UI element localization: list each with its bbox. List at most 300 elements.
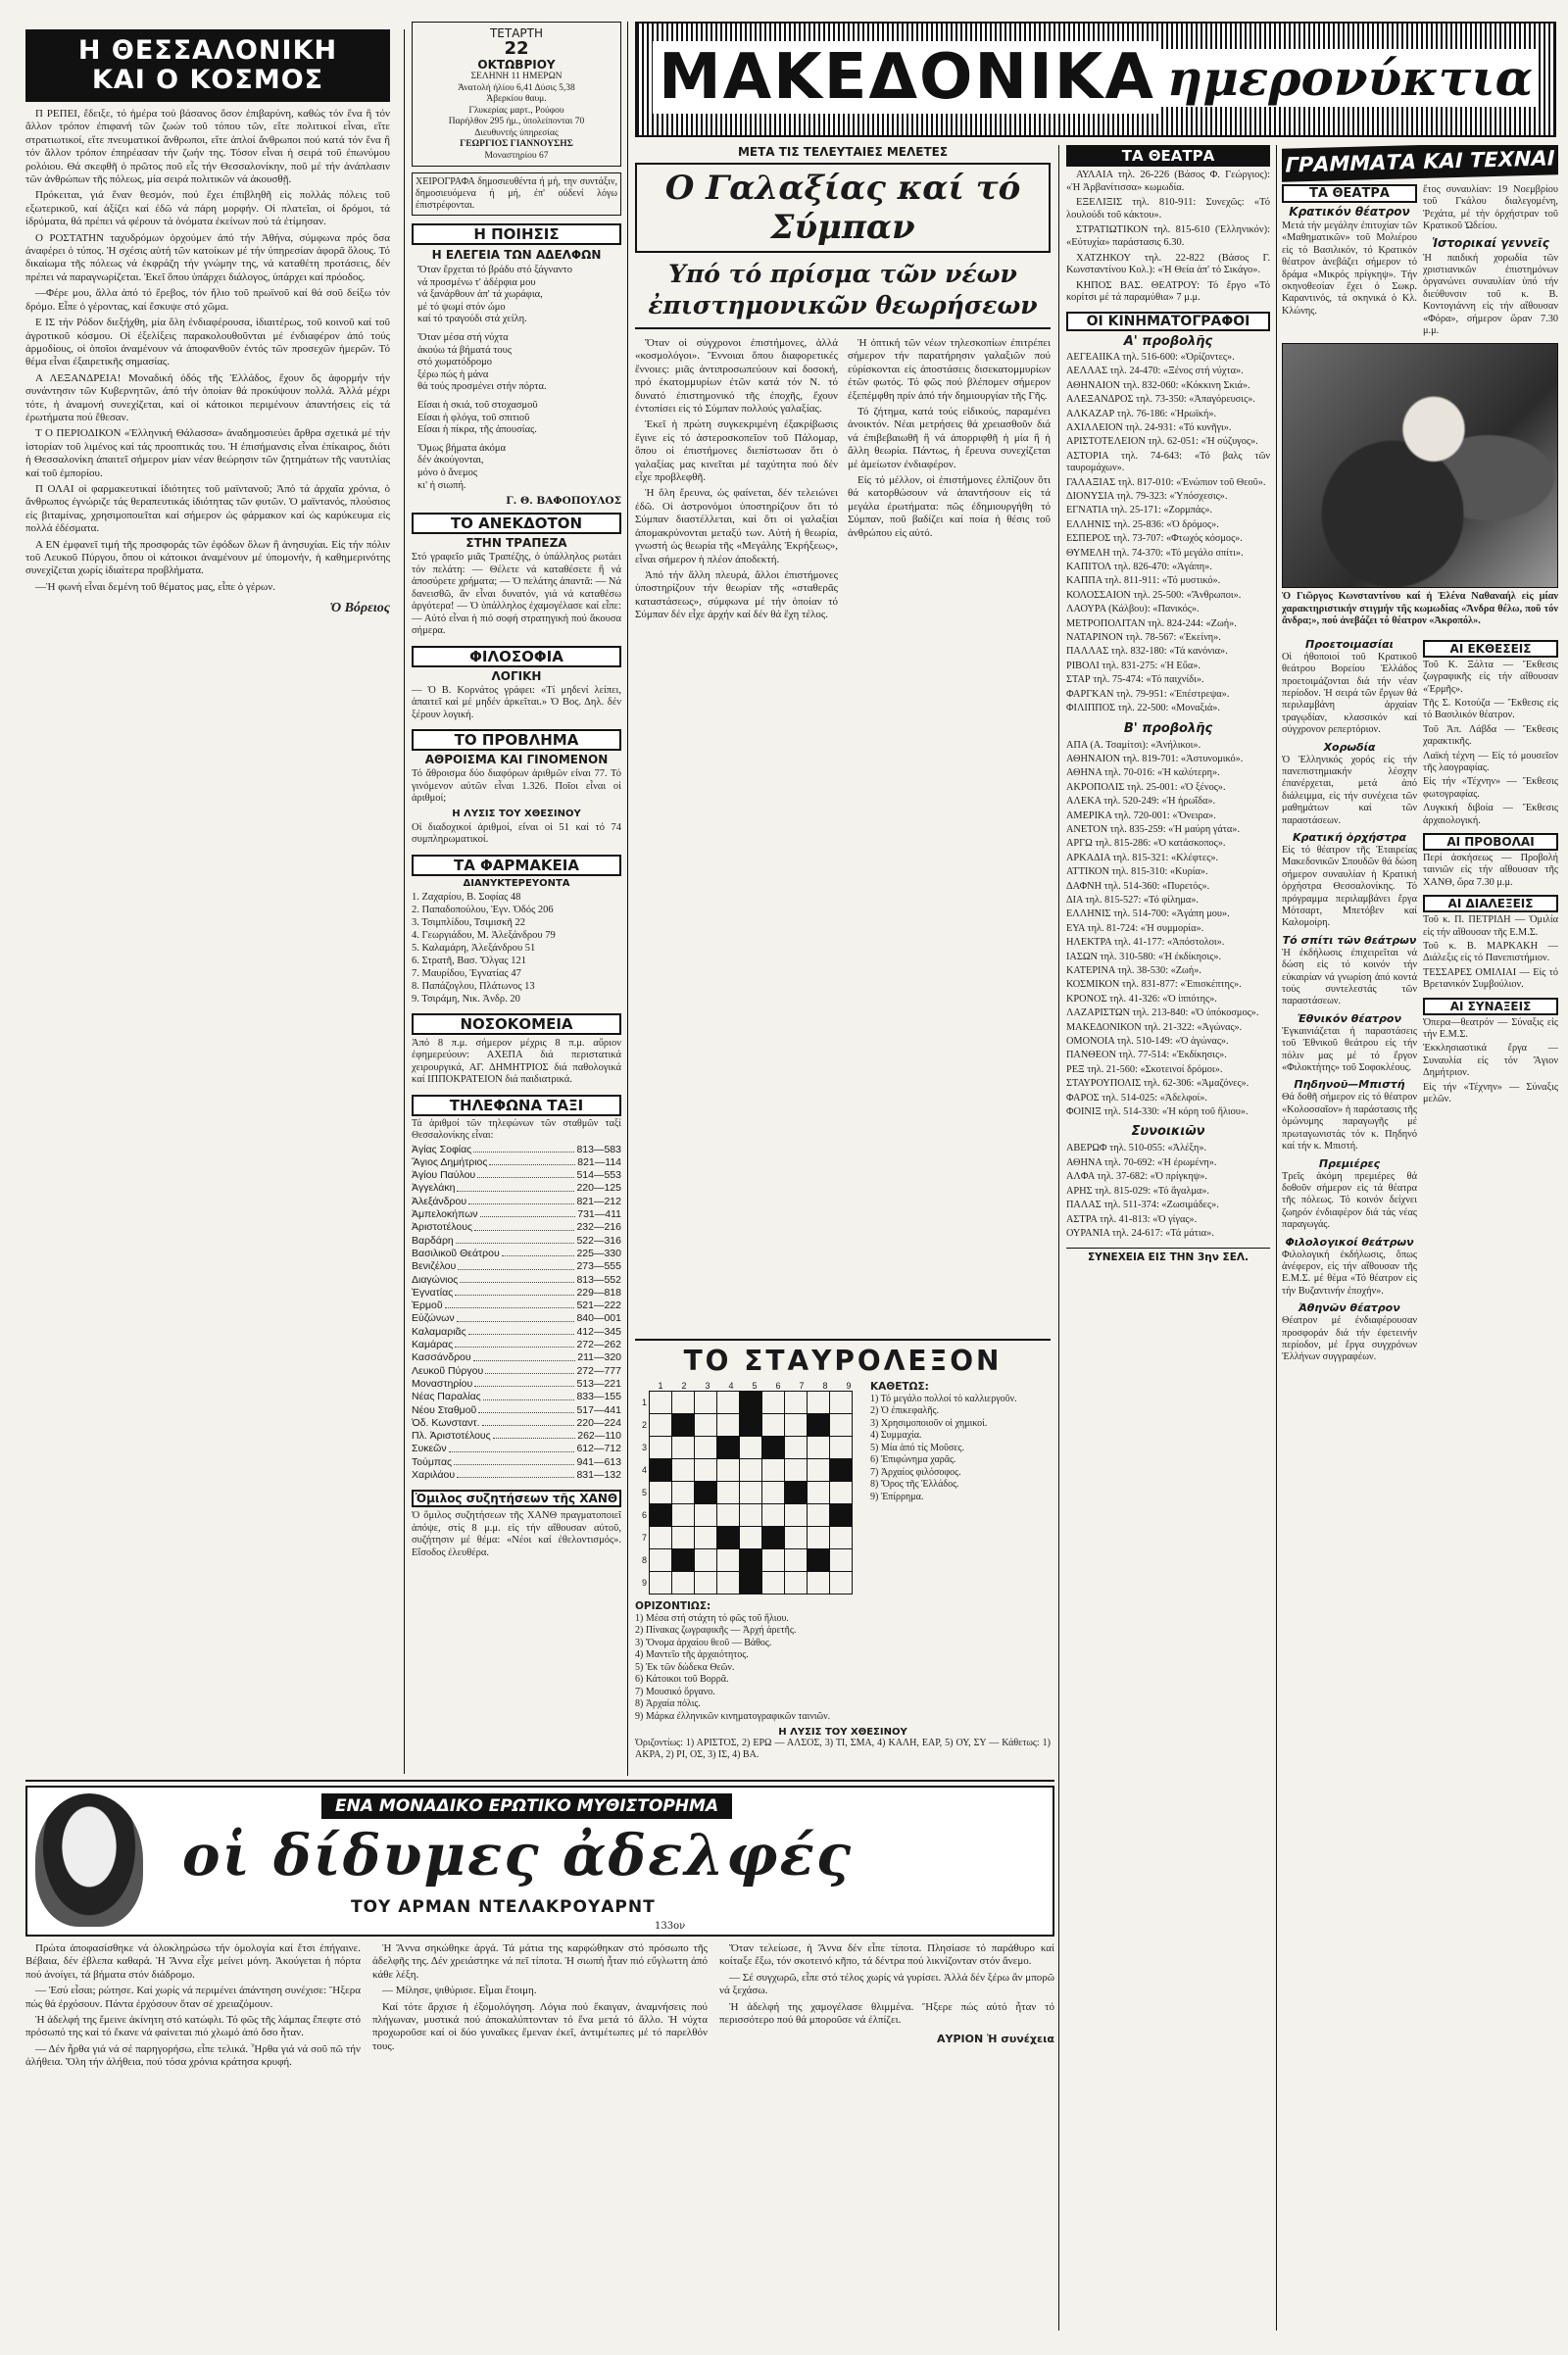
paragraph: Π ΡΕΠΕΙ, ἔδειξε, τό ἠμέρα τοὐ βάσανος ὅσον ἐπιβαρύνη, καθώς τόν ἕνα ἢ τόν ἄλλον τρόπον ἐπιφανή τῶν ζωών τοῦ τόπου τῶν, εἴτε πολιτικοί εἶναι, εἴτε στρατιωτικοί, εἴτε πνευματικοί ἄνθρωποι, εἴτε ἁπλοί ἄνθρωποι πού κατά τόν ἕνα ἢ τόν ἄλλον τρόπον ἐπηρέασαν τήν ζωήν της. Τόσον εἶναι ἡ σειρά τοῦ ἐπωνύμου ρολόιου. Θά σκεφθῆ ὁ πρῶτος ποῦ εἶς τήν Θεσσαλονίκην, ποῦ μέ τήν ἀνάπλασιν τῶν ἀνθρώπων τῆς πόλεως, μία σειρά πολιτικῶν νά ἀκουσθῇ. xyxy=(25,108,390,186)
crossword-black-cell xyxy=(650,1459,672,1482)
arts-section-item: Τοῦ Ἀπ. Λάβδα — Ἔκθεσις χαρακτικῆς. xyxy=(1423,723,1558,748)
crossword-cell[interactable] xyxy=(717,1482,740,1504)
taxi-stand-name: Καμάρας xyxy=(412,1339,454,1351)
crossword-cell[interactable] xyxy=(695,1392,717,1414)
paragraph: Τό ζήτημα, κατά τούς εἰδικούς, παραμένει ἀνοικτόν. Νέαι μετρήσεις θά χρειασθοῦν διά νά ἐπιβεβαιωθῆ ἢ νά ἀπορριφθῆ ἡ μία ἢ ἡ ἄλλη θεωρία. Πάντως, ἡ ἔρευνα συνεχίζεται μέ ἀμείωτον ἐνδιαφέρον. xyxy=(848,406,1051,470)
crossword-cell[interactable] xyxy=(695,1572,717,1595)
crossword-cell[interactable] xyxy=(740,1504,762,1527)
crossword-cell[interactable] xyxy=(830,1482,853,1504)
down-header: ΚΑΘΕΤΩΣ: xyxy=(870,1381,929,1393)
taxi-stand-number: 220—224 xyxy=(576,1416,621,1429)
arts-right-column xyxy=(1423,634,1558,1364)
cinemas-header: ΟΙ ΚΙΝΗΜΑΤΟΓΡΑΦΟΙ xyxy=(1066,312,1270,331)
crossword-row-number: 2 xyxy=(641,1420,647,1430)
dot-leader xyxy=(457,1182,574,1191)
arts-item-heading: Κρατική ὀρχήστρα xyxy=(1292,830,1407,844)
pharmacy-item: 6. Στρατῆ, Βασ. Ὄλγας 121 xyxy=(412,955,526,966)
crossword-cell[interactable] xyxy=(785,1527,808,1549)
dot-leader xyxy=(473,1351,576,1360)
crossword-cell[interactable] xyxy=(808,1504,830,1527)
column-1-body xyxy=(25,108,390,1784)
poem-line: στό χωματόδρομο xyxy=(417,357,493,368)
cinema-entry: ΦΟΙΝΙΞ τηλ. 514-330: «Ἡ κόρη τοῦ ἥλιου». xyxy=(1066,1106,1249,1118)
taxi-row xyxy=(412,1300,621,1312)
cinema-entry: ΚΑΤΕΡΙΝΑ τηλ. 38-530: «Ζωή». xyxy=(1066,965,1201,976)
dot-leader xyxy=(483,1391,575,1399)
column-5 xyxy=(1282,145,1558,2330)
arts-section-item: ΤΕΣΣΑΡΕΣ ΟΜΙΛΙΑΙ — Εἰς τό Βρετανικόν Συμβούλιον. xyxy=(1423,966,1558,991)
crossword-row xyxy=(635,1459,853,1482)
taxi-row xyxy=(412,1326,621,1339)
date-info-line: Μοναστηρίου 67 xyxy=(484,150,549,161)
arts-section-item: Τοῦ Κ. Ξάλτα — Ἔκθεσις ζωγραφικῆς εἰς τήν αἴθουσαν «Ἑρμῆς». xyxy=(1423,659,1558,695)
crossword-cell[interactable] xyxy=(785,1572,808,1595)
taxi-stand-name: Ἀγγελάκη xyxy=(412,1182,456,1195)
crossword-solution: Ὁριζοντίως: 1) ΑΡΙΣΤΟΣ, 2) ΕΡΩ — ΑΛΣΟΣ, 3) ΤΙ, ΣΜΑ, 4) ΚΑΛΗ, ΕΑΡ, 5) ΟΥ, ΣΥ — Κάθετως: 1) ΑΚΡΑ, 2) ΡΙ, ΟΣ, 3) ΙΣ, 4) ΒΑ. xyxy=(635,1738,1051,1760)
paragraph: Καί τότε ἄρχισε ἡ ἐξομολόγηση. Λόγια πού ἔκαιγαν, ἀναμνήσεις πού πλήγωναν, μυστικά πού ἀποκαλύπτονταν τό ἕνα μετά τό ἄλλο. Ἡ νύχτα προχωροῦσε καί οἱ δύο γυναῖκες ἔμεναν ἐκεῖ, ἀντιμέτωπες μέ τό παρελθόν τους. xyxy=(372,2000,708,2052)
dot-leader xyxy=(454,1456,574,1465)
poem-title: Η ΕΛΕΓΕΙΑ ΤΩΝ ΑΔΕΛΦΩΝ xyxy=(431,248,602,262)
date-month: ΟΚΤΩΒΡΙΟΥ xyxy=(477,58,556,72)
paragraph: Πρώτα ἀποφασίσθηκε νά ὁλοκληρώσω τήν ὁμολογία καί ἔτσι ἐπήγαινε. Βέβαια, δέν ἐβλεπα καθαρά. Ἡ Ἄννα εἶχε μείνει μόνη. Ἀκούγεται ἡ πόρτα πού ἀνοίγει, τά βήματα στόν διάδρομο. xyxy=(25,1942,361,1981)
signature: Ὁ Βόρειος xyxy=(329,601,390,616)
crossword-cell[interactable] xyxy=(695,1504,717,1527)
dot-leader xyxy=(457,1312,575,1321)
crossword-cell[interactable] xyxy=(785,1437,808,1459)
arts-item-text: Οἱ ἠθοποιοί τοῦ Κρατικοῦ θεάτρου Βορείου Ἑλλάδος προετοιμάζονται διά τήν νέαν περίοδον. Ἡ σειρά τῶν ἔργων θά περιλαμβάνη ἀρχαίαν τραγῳδίαν, κλασσικόν καί σύγχρονον ρεπερτόριον. xyxy=(1282,651,1417,736)
club-text: Ὁ ὅμιλος συζητήσεων τῆς ΧΑΝΘ πραγματοποιεῖ ἀπόψε, στίς 8 μ.μ. εἰς τήν αἴθουσαν αὐτοῦ, συζήτησιν μέ θέμα: «Νέοι καί ἐθελοντισμός». Εἴσοδος ἐλευθέρα. xyxy=(412,1510,621,1558)
crossword-cell[interactable] xyxy=(650,1392,672,1414)
crossword-black-cell xyxy=(740,1549,762,1572)
column-1 xyxy=(25,29,390,1774)
taxi-stand-name: Τούμπας xyxy=(412,1455,453,1468)
crossword-cell[interactable] xyxy=(762,1504,785,1527)
cinema-entry: ΘΥΜΕΛΗ τηλ. 74-370: «Τό μεγάλο σπίτι». xyxy=(1066,547,1244,559)
anecdote-subheader: ΣΤΗΝ ΤΡΑΠΕΖΑ xyxy=(466,536,567,551)
arts-header: ΓΡΑΜΜΑΤΑ ΚΑΙ ΤΕΧΝΑΙ xyxy=(1282,145,1558,182)
taxi-stand-name: Ἀριστοτέλους xyxy=(412,1221,473,1234)
cinema-entry: ΝΑΤΑΡΙΝΟΝ τηλ. 78-567: «Ἐκείνη». xyxy=(1066,632,1221,644)
taxi-stand-number: 821—212 xyxy=(576,1195,621,1207)
taxi-stand-name: Καλαμαριᾶς xyxy=(412,1325,466,1338)
taxi-list xyxy=(412,1144,621,1483)
paragraph: Εἰς τό μέλλον, οἱ ἐπιστήμονες ἐλπίζουν ὅτι θά κατορθώσουν νά ἀπαντήσουν εἰς τά μεγάλα ἐρωτήματα: πῶς ἐδημιουργήθη τό Σύμπαν, ποῦ βαδίζει καί ποία ἡ θέσις τοῦ ἀνθρώπου εἰς αὐτό. xyxy=(848,474,1051,539)
crossword-row xyxy=(635,1549,853,1572)
poem-line: Εἶσαι ἡ πίκρα, τῆς ἀπουσίας. xyxy=(417,424,537,436)
cinema-entry: ΑΜΕΡΙΚΑ τηλ. 720-001: «Ὄνειρα». xyxy=(1066,810,1216,821)
crossword-black-cell xyxy=(740,1392,762,1414)
cinema-entry: ΠΑΝΘΕΟΝ τηλ. 77-514: «Ἐκδίκησις». xyxy=(1066,1050,1227,1061)
taxi-row xyxy=(412,1417,621,1430)
cinema-entry: ΑΡΚΑΔΙΑ τηλ. 815-321: «Κλέφτες». xyxy=(1066,852,1219,863)
arts-item-heading: Ἐθνικόν θέατρον xyxy=(1298,1011,1401,1025)
poem-line: μέ τό ψωμί στόν ὦμο xyxy=(417,301,506,313)
taxi-stand-name: Χαριλάου xyxy=(412,1469,456,1482)
taxi-row xyxy=(412,1391,621,1403)
taxi-stand-name: Πλ. Ἀριστοτέλους xyxy=(412,1430,491,1443)
crossword-cell[interactable] xyxy=(695,1549,717,1572)
cinema-entry: ΔΙΑ τηλ. 815-527: «Τό φίλημα». xyxy=(1066,894,1200,906)
crossword-cell[interactable] xyxy=(672,1437,695,1459)
taxi-row xyxy=(412,1196,621,1208)
cinema-entry: ΕΛΛΗΝΙΣ τηλ. 514-700: «Ἀγάπη μου». xyxy=(1066,908,1230,920)
clue: 8) Ἀρχαία πόλις. xyxy=(635,1698,701,1709)
crossword-cell[interactable] xyxy=(785,1414,808,1437)
taxi-row xyxy=(412,1235,621,1248)
taxi-row xyxy=(412,1351,621,1364)
cinema-entry: ΑΣΤΟΡΙΑ τηλ. 74-643: «Τό βαλς τῶν ταυρομάχων». xyxy=(1066,450,1270,474)
cinema-entry: ΠΑΛΑΣ τηλ. 511-374: «Ζωσιμάδες». xyxy=(1066,1200,1219,1211)
arts-right-text: ἔτος συναυλίαν: 19 Νοεμβρίου τοῦ Γκάλου διαλεγομένη, Ῥεχάτα, μέ τήν ὀρχήστραν τοῦ Κρατικοῦ Ὠδείου. xyxy=(1423,184,1558,232)
crossword-black-cell xyxy=(672,1414,695,1437)
clue: 2) Πίνακας ζωγραφικῆς — Ἀρχή ἀρετῆς. xyxy=(635,1625,797,1636)
paragraph: Ἡ ὀπτική τῶν νέων τηλεσκοπίων ἐπιτρέπει σήμερον τήν παρατήρησιν γαλαξιῶν πού εὑρίσκονται εἰς ἀποστάσεις δισεκατομμυρίων ἐτῶν φωτός. Τό φῶς πού βλέπομεν σήμερον ἐξεπέμφθη πρίν ἀπό τήν δημιουργίαν τῆς Γῆς. xyxy=(848,337,1051,402)
paragraph: — Δέν ἦρθα γιά νά σέ παρηγορήσω, εἶπε τελικά. Ἦρθα γιά νά σοῦ πῶ τήν ἀλήθεια. Ὅλη τήν ἀλήθεια, πού τόσα χρόνια κράτησα κρυφή. xyxy=(25,2042,361,2069)
arts-item-text: Ἐγκαινιάζεται ἡ παραστάσεις τοῦ Ἐθνικοῦ θεάτρου εἰς τήν πόλιν μας μέ τό ἔργον «Φιλοκτήτης» τοῦ Σοφοκλέους. xyxy=(1282,1025,1417,1074)
crossword-cell[interactable] xyxy=(808,1482,830,1504)
crossword-cell[interactable] xyxy=(808,1572,830,1595)
hospital-header: ΝΟΣΟΚΟΜΕΙΑ xyxy=(412,1013,621,1035)
cinema-entry: ΚΟΛΟΣΣΑΙΟΝ τηλ. 25-500: «Ἄνθρωποι». xyxy=(1066,589,1242,601)
cinema-entry: ΛΑΖΑΡΙΣΤΩΝ τηλ. 213-840: «Ὁ ὑπόκοσμος». xyxy=(1066,1007,1259,1019)
taxi-stand-number: 272—777 xyxy=(576,1364,621,1377)
crossword-cell[interactable] xyxy=(830,1527,853,1549)
crossword-cell[interactable] xyxy=(785,1459,808,1482)
photo-caption: Ὁ Γιῶργος Κωνσταντίνου καί ἡ Ἑλένα Ναθαναήλ εἰς μίαν χαρακτηριστικήν στιγμήν τῆς κωμωδίας «Ἄνδρα θέλω, ποῦ τόν ἄνδρα;», πού ἀνεβάζει τό θέατρον «Ἀκροπόλ». xyxy=(1282,591,1558,627)
cinema-entry: ΑΡΓΩ τηλ. 815-286: «Ὁ κατάσκοπος». xyxy=(1066,838,1226,850)
cinema-entry: ΑΡΗΣ τηλ. 815-029: «Τό ἄγαλμα». xyxy=(1066,1185,1210,1197)
crossword-row xyxy=(635,1527,853,1549)
poem-line: δέν ἀκούγονται, xyxy=(417,455,484,466)
clue: 6) Ἐπιφώνημα χαρᾶς. xyxy=(870,1454,956,1465)
crossword-cell[interactable] xyxy=(762,1482,785,1504)
crossword-cell[interactable] xyxy=(717,1504,740,1527)
masthead-title xyxy=(658,31,1534,123)
crossword-cell[interactable] xyxy=(650,1414,672,1437)
poem-line: ξέρω πώς ἡ μάνα xyxy=(417,368,489,380)
crossword-cell[interactable] xyxy=(830,1437,853,1459)
crossword-row xyxy=(635,1504,853,1527)
crossword-cell[interactable] xyxy=(717,1459,740,1482)
article-column xyxy=(848,337,1051,1331)
crossword-black-cell xyxy=(717,1437,740,1459)
arts-item-heading: Τό σπίτι τῶν θεάτρων xyxy=(1282,933,1417,947)
novel-title: οἱ δίδυμες ἀδελφές xyxy=(181,1822,854,1889)
masthead-title-sub: ημερονύκτια xyxy=(1161,49,1539,107)
pharmacy-header: ΤΑ ΦΑΡΜΑΚΕΙΑ xyxy=(412,855,621,876)
dot-leader xyxy=(489,1156,575,1165)
continued-note: ΣΥΝΕΧΕΙΑ ΕΙΣ ΤΗΝ 3ην ΣΕΛ. xyxy=(1066,1248,1270,1263)
poem-line: θά τούς προσμένει στήν πόρτα. xyxy=(417,381,547,393)
crossword-cell[interactable] xyxy=(650,1549,672,1572)
dot-leader xyxy=(502,1248,575,1256)
crossword-cell[interactable] xyxy=(672,1482,695,1504)
cinema-entry: ΟΜΟΝΟΙΑ τηλ. 510-149: «Ὁ ἀγώνας». xyxy=(1066,1036,1229,1048)
poem-line: μόνο ὁ ἄνεμος xyxy=(417,466,478,478)
crossword-cell[interactable] xyxy=(785,1504,808,1527)
arts-section-header: ΑΙ ΔΙΑΛΕΞΕΙΣ xyxy=(1423,895,1558,912)
crossword-cell[interactable] xyxy=(762,1549,785,1572)
taxi-stand-name: Νέου Σταθμοῦ xyxy=(412,1403,477,1416)
crossword-cell[interactable] xyxy=(762,1414,785,1437)
crossword-grid xyxy=(635,1391,853,1595)
dot-leader xyxy=(478,1404,574,1413)
novel-column xyxy=(719,1942,1054,2325)
problem-header: ΤΟ ΠΡΟΒΛΗΜΑ xyxy=(412,729,621,751)
paragraph: Ἐκεῖ ἡ πρώτη συγκεκριμένη ἐξακρίβωσις ἔγινε εἰς τό ἀστεροσκοπεῖον τοῦ Πάλομαρ, ὅπου οἱ ἐπιστήμονες διεπίστωσαν ὅτι ὁ γαλαξίας μας κινεῖται μέ ταχύτητα πού δέν εἶχε προβλεφθῆ. xyxy=(635,418,838,484)
theatre-entry: ΚΗΠΟΣ ΒΑΣ. ΘΕΑΤΡΟΥ: Τό ἔργο «Τό κορίτσι μέ τά παραμύθια» 7 μ.μ. xyxy=(1066,279,1270,304)
crossword-cell[interactable] xyxy=(785,1392,808,1414)
dot-leader xyxy=(493,1430,576,1439)
crossword-cell[interactable] xyxy=(740,1482,762,1504)
clue: 7) Ἀρχαίος φιλόσοφος. xyxy=(870,1466,961,1478)
crossword-cell[interactable] xyxy=(650,1527,672,1549)
taxi-row xyxy=(412,1248,621,1260)
date-day: ΤΕΤΑΡΤΗ xyxy=(489,26,544,40)
club-header: Ὁμιλος συζητήσεων τῆς ΧΑΝΘ xyxy=(412,1490,621,1507)
crossword-row xyxy=(635,1414,853,1437)
crossword-cell[interactable] xyxy=(717,1549,740,1572)
taxi-stand-name: Βενιζέλου xyxy=(412,1260,457,1273)
novel-portrait xyxy=(35,1793,143,1927)
cinema-entry: ΑΘΗΝΑ τηλ. 70-016: «Ἡ καλύτερη». xyxy=(1066,767,1220,779)
crossword-column-number: 1 xyxy=(658,1381,663,1391)
crossword-cell[interactable] xyxy=(762,1459,785,1482)
arts-theatre-subheader: Κρατικόν θέατρον xyxy=(1289,205,1410,219)
cinema-entry: ΑΧΙΛΛΕΙΟΝ τηλ. 24-931: «Τό κυνῆγι». xyxy=(1066,421,1232,433)
arts-left-column xyxy=(1282,634,1417,1364)
crossword-cell[interactable] xyxy=(672,1527,695,1549)
crossword-row-number: 3 xyxy=(641,1443,647,1452)
cinema-entry: ΑΛΚΑΖΑΡ τηλ. 76-186: «Ἡρωϊκή». xyxy=(1066,408,1217,419)
taxi-stand-number: 412—345 xyxy=(576,1325,621,1338)
taxi-stand-number: 517—441 xyxy=(576,1403,621,1416)
theatre-entry: ΣΤΡΑΤΙΩΤΙΚΟΝ τηλ. 815-610 (Ἑλληνικόν): «Εὐτυχία» παράστασις 6.30. xyxy=(1066,224,1270,248)
cinema-entry: ΛΑΟΥΡΑ (Κάλβου): «Πανικός». xyxy=(1066,604,1200,615)
taxi-row xyxy=(412,1182,621,1195)
dot-leader xyxy=(458,1260,574,1269)
clue: 4) Μαντεῖο τῆς ἀρχαιότητος. xyxy=(635,1649,749,1660)
taxi-row xyxy=(412,1469,621,1482)
taxi-stand-number: 513—221 xyxy=(576,1377,621,1390)
crossword-cell[interactable] xyxy=(695,1414,717,1437)
crossword-cell[interactable] xyxy=(650,1572,672,1595)
cinema-entry: ΔΙΟΝΥΣΙΑ τηλ. 79-323: «Ὑπόσχεσις». xyxy=(1066,491,1228,502)
arts-section-item: Τοῦ κ. Β. ΜΑΡΚΑΚΗ — Διάλεξις εἰς τό Πανεπιστήμιον. xyxy=(1423,941,1558,964)
clue: 5) Μία ἀπό τίς Μοῦσες. xyxy=(870,1442,965,1453)
paragraph: Π ΟΛΑΙ οἱ φαρμακευτικαί ἱδιότητες τοῦ μαϊντανοῦ; Ἀπό τά ἀρχαῖα χρόνια, ὁ ἄνθρωπος ἐγνώριζε τάς θεραπευτικάς ἰδιότητας τῶν φυτῶν. Ὁ μαϊντανός, πλούσιος εἰς βιταμίνας, χρησιμοποιεῖται καί σήμερον ὡς φάρμακον καί ὡς καρύκευμα εἰς πολλά ἐδέσματα. xyxy=(25,482,390,535)
cinema-entry: ΕΓΝΑΤΙΑ τηλ. 25-171: «Ζορμπάς». xyxy=(1066,505,1213,516)
taxi-stand-name: Ὀδ. Κωνσταντ. xyxy=(412,1416,480,1429)
taxi-stand-name: Ἀλεξάνδρου xyxy=(412,1195,467,1207)
novel-column xyxy=(25,1942,361,2325)
crossword-cell[interactable] xyxy=(672,1459,695,1482)
crossword-column-number: 9 xyxy=(846,1381,852,1391)
pharmacy-item: 5. Καλαμάρη, Ἀλεξάνδρου 51 xyxy=(412,942,536,954)
arts-theatre-intro: Μετά τήν μεγάλην ἐπιτυχίαν τῶν «Μαθηματικῶν» τοῦ Μολιέρου εἰς τό Βασιλικόν, τό Κρατικόν θέατρον ἀνεβάζει σήμερον τό δράμα «Μικρός πρίγκηψ». Τήν σκηνοθεσίαν ἔχει ὁ Σωκρ. Καραντινός, τά σκηνικά ὁ Κλ. Κλώνης. xyxy=(1282,221,1417,317)
crossword-cell[interactable] xyxy=(762,1392,785,1414)
crossword-cell[interactable] xyxy=(830,1549,853,1572)
crossword-cell[interactable] xyxy=(717,1572,740,1595)
taxi-stand-number: 514—553 xyxy=(576,1169,621,1182)
crossword-cell[interactable] xyxy=(785,1549,808,1572)
crossword-row-number: 6 xyxy=(641,1510,647,1520)
arts-item-heading: Φιλολογικοί θεάτρων xyxy=(1285,1235,1414,1249)
crossword-row-number: 8 xyxy=(641,1555,647,1565)
crossword-row xyxy=(635,1437,853,1459)
crossword-cell[interactable] xyxy=(695,1437,717,1459)
crossword-column-numbers xyxy=(635,1381,860,1391)
paragraph: —Ἡ φωνή εἶναι δεμένη τοῦ θέματος μας, εἶπε ὁ γέρων. xyxy=(35,580,275,593)
cinema-entry: ΑΘΗΝΑΙΟΝ τηλ. 819-701: «Ἀστυνομικό». xyxy=(1066,753,1244,764)
arts-item-heading: Πρεμιέρες xyxy=(1318,1156,1381,1170)
paragraph: Ὅταν τελείωσε, ἡ Ἄννα δέν εἶπε τίποτα. Πλησίασε τό παράθυρο καί κοίταξε ἔξω, τόν σκοτεινό κῆπο, τά δέντρα πού λικνίζονταν στόν ἄνεμο. xyxy=(719,1942,1054,1968)
cinema-entry: ΑΛΕΚΑ τηλ. 520-249: «Ἡ ἡρωΐδα». xyxy=(1066,796,1216,808)
crossword-column-number: 2 xyxy=(681,1381,687,1391)
poem-line: Εἶσαι ἡ φλόγα, τοῦ σπιτιοῦ xyxy=(417,412,530,423)
crossword-cell[interactable] xyxy=(808,1392,830,1414)
poem-author: Γ. Θ. ΒΑΦΟΠΟΥΛΟΣ xyxy=(506,495,621,508)
novel-episode: 133ον xyxy=(655,1921,686,1932)
cinema-entry: ΓΑΛΑΞΙΑΣ τηλ. 817-010: «Ἐνώπιον τοῦ Θεοῦ». xyxy=(1066,476,1266,488)
column-divider xyxy=(1058,145,1059,2330)
crossword-cell[interactable] xyxy=(808,1437,830,1459)
pharmacy-item: 1. Ζαχαρίου, Β. Σοφίας 48 xyxy=(412,891,521,903)
pharmacy-item: 2. Παπαδοπούλου, Ἐγν. Ὁδός 206 xyxy=(412,904,554,915)
arts-item-text: Ἡ ἐκδήλωσις ἐπιχειρεῖται νά δώση εἰς τό κοινόν τήν εὐκαιρίαν νά γνωρίση ἀπό κοντά τούς συντελεστάς τῶν παραστάσεων. xyxy=(1282,947,1417,1007)
crossword xyxy=(635,1339,1051,1782)
across-header: ΟΡΙΖΟΝΤΙΩΣ: xyxy=(635,1600,711,1612)
masthead-quote: ΧΕΙΡΟΓΡΑΦΑ δημοσιευθέντα ή μή, την συντάξιν, δημοσιευόμενα ή μή, έπ' ούδενί λόγω έπιστρέφονται. xyxy=(412,172,621,216)
taxi-stand-number: 225—330 xyxy=(576,1247,621,1259)
cinema-entry: ΦΑΡΟΣ τηλ. 514-025: «Ἀδελφοί». xyxy=(1066,1092,1207,1104)
crossword-cell[interactable] xyxy=(740,1437,762,1459)
taxi-stand-name: Εὐζώνων xyxy=(412,1312,455,1325)
crossword-cell[interactable] xyxy=(650,1482,672,1504)
crossword-column-number: 6 xyxy=(775,1381,781,1391)
crossword-cell[interactable] xyxy=(830,1572,853,1595)
taxi-stand-name: Ἀγίας Σοφίας xyxy=(412,1143,472,1155)
arts-section-item: Τῆς Σ. Κοτούζα — Ἔκθεσις εἰς τό Βασιλικόν θέατρον. xyxy=(1423,697,1558,721)
cinema-entry: ΕΛΛΗΝΙΣ τηλ. 25-836: «Ὁ δρόμος». xyxy=(1066,518,1219,530)
taxi-stand-name: Κασσάνδρου xyxy=(412,1351,471,1364)
cinema-list xyxy=(1066,352,1270,717)
cinema-entry: ΑΘΗΝΑΙΟΝ τηλ. 832-060: «Κόκκινη Σκιά». xyxy=(1066,379,1250,391)
crossword-cell[interactable] xyxy=(740,1459,762,1482)
crossword-black-cell xyxy=(808,1414,830,1437)
crossword-cell[interactable] xyxy=(717,1392,740,1414)
paragraph: Α ΕΝ ἐμφανεῖ τιμή τῆς προσφοράς τῶν ἐφόδων ὅλων ἢ ἀνησυχίαι. Εἰς τήν πόλιν τοῦ Λευκοῦ Πύργου, ὅπου οἱ κάτοικοι ἀναμένουν μέ ὑπομονήν, ἡ καθημερινότης συνεχίζεται χωρίς ἰδιαίτερα προβλήματα. xyxy=(25,538,390,577)
article-headline: Ο Γαλαξίας καί τό Σύμπαν xyxy=(635,163,1051,253)
novel-continued: ΑΥΡΙΟΝ Ἡ συνέχεια xyxy=(937,2033,1054,2046)
dot-leader xyxy=(468,1196,574,1204)
cinema-entry: ΑΕΓΕΑΙΙΚΑ τηλ. 516-600: «Ὁρίζοντες». xyxy=(1066,351,1235,363)
crossword-cell[interactable] xyxy=(672,1572,695,1595)
taxi-stand-number: 522—316 xyxy=(576,1234,621,1247)
taxi-row xyxy=(412,1456,621,1469)
crossword-cell[interactable] xyxy=(695,1459,717,1482)
arts-section-item: Ὀπερα—θεατρόν — Σύναξις εἰς τήν Ε.Μ.Σ. xyxy=(1423,1016,1558,1041)
taxi-stand-number: 840—001 xyxy=(576,1312,621,1325)
cinema-entry: ΑΡΙΣΤΟΤΕΛΕΙΟΝ τηλ. 62-051: «Ἡ σύζυγος». xyxy=(1066,436,1258,448)
crossword-cell[interactable] xyxy=(650,1437,672,1459)
crossword-cell[interactable] xyxy=(808,1459,830,1482)
philosophy-subheader: ΛΟΓΙΚΗ xyxy=(491,668,542,683)
anecdote-text: Στό γραφεῖο μιᾶς Τραπέζης, ὁ ὑπάλληλος ρωτάει τόν πελάτη: — Θέλετε νά καταθέσετε ἢ νά ἀποσύρετε χρήματα; — Ὁ πελάτης ἀπαντᾶ: — Νά δανεισθῶ, ἂν εἶναι δυνατόν, γιά νά καταθέσω ἀργότερα! — Ὁ ὑπάλληλος ἐχαμογέλασε καί εἶπε: — Αὐτό εἶναι ἡ πιό σοφή στρατηγική πού ἄκουσα σήμερα. xyxy=(412,552,621,637)
paragraph: Ἡ ὅλη ἔρευνα, ὡς φαίνεται, δέν τελειώνει ἐδῶ. Οἱ ἀστρονόμοι ὑποστηρίζουν ὅτι τό Σύμπαν διαστέλλεται, καί ὅτι οἱ γαλαξίαι ἀπομακρύνονται μεταξύ των. Αὐτή ἡ θεωρία, γνωστή ὡς θεωρία τῆς «Μεγάλης Ἐκρήξεως», εἶναι σήμερον ἡ πλέον ἀποδεκτή. xyxy=(635,487,838,565)
crossword-cell[interactable] xyxy=(717,1414,740,1437)
crossword-cell[interactable] xyxy=(830,1392,853,1414)
crossword-cell[interactable] xyxy=(808,1527,830,1549)
paragraph: — Μίλησε, ψιθύρισε. Εἶμαι ἕτοιμη. xyxy=(382,1985,537,1997)
cinema-entry: ΑΣΤΡΑ τηλ. 41-813: «Ὁ γίγας». xyxy=(1066,1213,1198,1225)
arts-section-header: ΑΙ ΠΡΟΒΟΛΑΙ xyxy=(1423,833,1558,851)
paragraph: Τ Ο ΠΕΡΙΟΔΙΚΟΝ «Ἑλληνική Θάλασσα» ἀναδημοσιεύει ἄρθρα σχετικά μέ τήν ἱστορίαν τοῦ λιμένος καί τάς προοπτικάς του. Ἡ ἐπισήμανσις εἶναι ἐπίκαιρος, διότι ἡ Θεσσαλονίκη ἀπαιτεῖ σήμερον μίαν νέαν θεώρησιν τῶν ζητημάτων τῆς ναυτιλίας καί τοῦ ἐμπορίου. xyxy=(25,427,390,479)
crossword-cell[interactable] xyxy=(672,1504,695,1527)
taxi-row xyxy=(412,1430,621,1443)
crossword-grid-wrap xyxy=(635,1381,860,1595)
masthead-title-main: ΜΑΚΕΔΟΝΙΚΑ xyxy=(653,41,1161,114)
arts-section-header: ΑΙ ΣΥΝΑΞΕΙΣ xyxy=(1423,998,1558,1015)
paragraph: Ἡ Ἄννα σηκώθηκε ἀργά. Τά μάτια της καρφώθηκαν στό πρόσωπο τῆς ἀδελφῆς της. Δέν χρειάστηκε νά πεῖ τίποτα. Ἡ σιωπή ἦταν πιό εὔγλωττη ἀπό κάθε λέξη. xyxy=(372,1942,708,1981)
crossword-cell[interactable] xyxy=(672,1392,695,1414)
theatre-entry: ΧΑΤΖΗΚΟΥ τηλ. 22-822 (Βάσος Γ. Κωνσταντίνου Κολ.): «Ἡ Θεία ἀπ' τό Σικάγο». xyxy=(1066,252,1270,276)
theatre-entry: ΑΥΛΑΙΑ τηλ. 26-226 (Βάσος Φ. Γεώργιος): «Ἡ Ἀρβανίτισσα» κωμωδία. xyxy=(1066,170,1270,193)
poem-line: νά προσμένω τ' ἀδέρφια μου xyxy=(417,276,536,288)
cinema-entry: ΕΥΑ τηλ. 81-724: «Ἡ συμμορία». xyxy=(1066,922,1204,934)
cinemas-neighbourhood: Συνοικιῶν xyxy=(1131,1124,1205,1140)
taxi-stand-number: 731—411 xyxy=(577,1208,621,1221)
headline-line-1: Η ΘΕΣΣΑΛΟΝΙΚΗ xyxy=(77,35,338,66)
paragraph: — Ἐσύ εἶσαι; ρώτησε. Καί χωρίς νά περιμένει ἀπάντηση συνέχισε: Ἤξερα πώς θά ἐρχόσουν. Πάντα ἐρχόσουν ὅταν σέ χρειαζόμουν. xyxy=(25,1985,361,2010)
clue: 9) Μάρκα ἐλληνικῶν κινηματογραφικῶν ταινιῶν. xyxy=(635,1710,831,1722)
crossword-row xyxy=(635,1392,853,1414)
poem-line: καί τό τραγούδι στά χείλη. xyxy=(417,314,527,325)
cinema-entry: ΑΝΕΤΟΝ τηλ. 835-259: «Ἡ μαύρη γάτα». xyxy=(1066,823,1241,835)
crossword-black-cell xyxy=(695,1482,717,1504)
cinema-entry: ΑΛΕΞΑΝΔΡΟΣ τηλ. 73-350: «Ἀπαγόρευσις». xyxy=(1066,394,1255,406)
theatres-header: ΤΑ ΘΕΑΤΡΑ xyxy=(1066,145,1270,167)
crossword-cell[interactable] xyxy=(740,1527,762,1549)
arts-item-text: Ὁ Ἑλληνικός χορός εἰς τήν πανεπιστημιακήν λέσχην ἐπανέρχεται, μετά ἀπό διάλειμμα, εἰς τήν συνέχεια τῶν μαθημάτων καί τῶν παραστάσεων. xyxy=(1282,754,1417,826)
cinema-entry: ΑΠΑ (Α. Τσαμίτσι): «Ἀνήλικοι». xyxy=(1066,739,1201,751)
crossword-row-number: 4 xyxy=(641,1465,647,1475)
crossword-cell[interactable] xyxy=(830,1414,853,1437)
philosophy-header: ΦΙΛΟΣΟΦΙΑ xyxy=(412,646,621,667)
crossword-row-number: 7 xyxy=(641,1533,647,1543)
poem-line: Ὅταν μέσα στή νύχτα xyxy=(417,331,509,343)
taxi-row xyxy=(412,1365,621,1378)
pharmacy-item: 9. Τσιράμη, Νικ. Ἀνδρ. 20 xyxy=(412,993,520,1005)
taxi-row xyxy=(412,1156,621,1169)
cinemas-second-run: Β' προβολῆς xyxy=(1123,720,1213,736)
cinema-entry: ΜΕΤΡΟΠΟΛΙΤΑΝ τηλ. 824-244: «Ζωή». xyxy=(1066,617,1237,629)
philosophy-text: — Ὁ Β. Κορνάτος γράφει: «Τί μηδενί λείπει, ἀπαιτεῖ καί μέ μηδέν ἀρκεῖται.» Ὁ Βος. Δηλ. δέν ξέρουν λογική. xyxy=(412,684,621,720)
crossword-header: ΤΟ ΣΤΑΥΡΟΛΕΞΟΝ xyxy=(683,1345,1003,1377)
problem-answer-header: Η ΛΥΣΙΣ ΤΟΥ ΧΘΕΣΙΝΟΥ xyxy=(452,808,581,819)
crossword-column-number: 3 xyxy=(705,1381,710,1391)
taxi-stand-number: 273—555 xyxy=(576,1260,621,1273)
poem-line: ἀκούω τά βήματά τους xyxy=(417,344,513,356)
paragraph: Α ΛΕΞΑΝΔΡΕΙΑ! Μοναδική ὀδός τῆς Ἑλλάδος, ἔχουν ὅς ἀφορμήν τήν συνάντησιν τῶν Κυβερνητῶν, ἀπό τήν ὁποίαν θά προκύψουν πολλά. Ἀλλά μέχρι τότε, ἡ ἀναμονή συνεχίζεται, καί οἱ κάτοικοι περιμένουν ἀπαντήσεις εἰς τά ἐρωτήματα πού ἔθεσαν. xyxy=(25,371,390,423)
crossword-cell[interactable] xyxy=(695,1527,717,1549)
paragraph: —Φέρε μου, ἄλλα ἀπό τό ἔρεβος, τόν ἥλιο τοῦ πρωϊνοῦ καί θά σοῦ δείξω τόν δρόμο. Εἶπε ὁ γέροντας, καί ἔσκυψε στό χῶμα. xyxy=(25,287,390,313)
actors-photo xyxy=(1282,343,1558,588)
taxi-stand-name: Νέας Παραλίας xyxy=(412,1391,481,1403)
arts-section-item: Λαϊκή τέχνη — Εἰς τό μουσεῖον τῆς λαογραφίας. xyxy=(1423,750,1558,773)
crossword-cell[interactable] xyxy=(762,1572,785,1595)
dot-leader xyxy=(482,1417,575,1426)
